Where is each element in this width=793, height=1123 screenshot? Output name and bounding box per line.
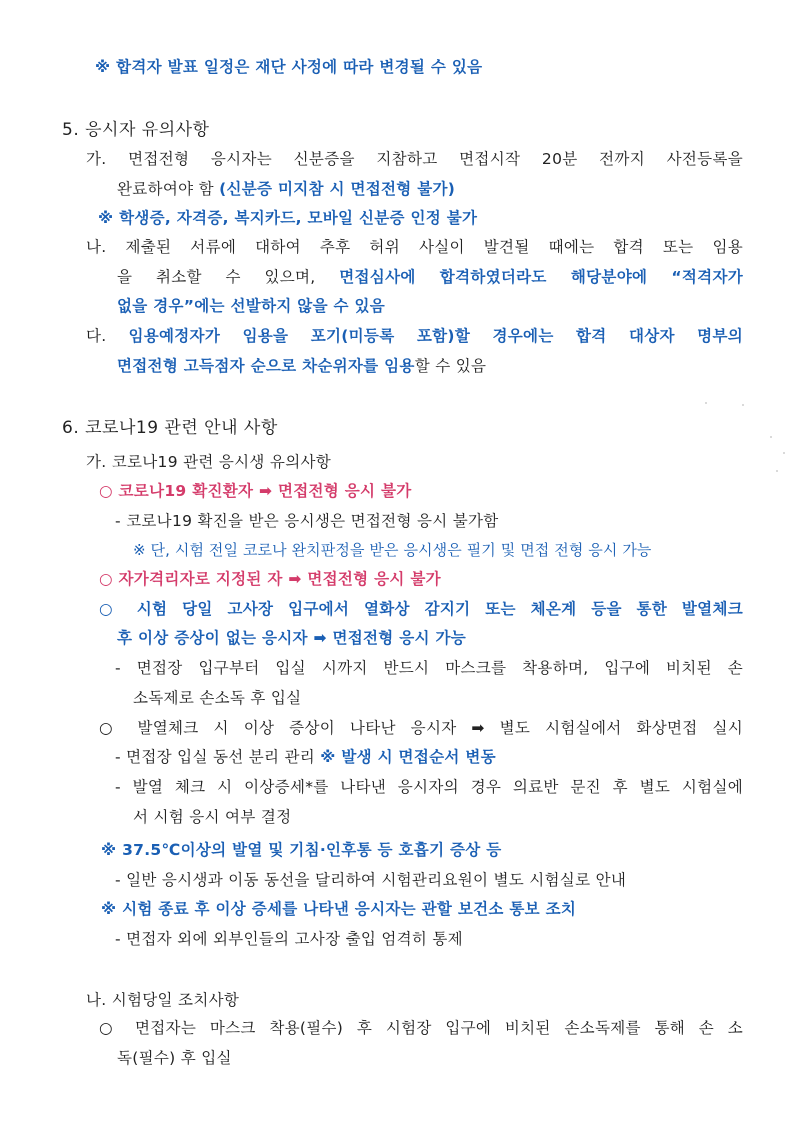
sec6-na-item-line1: ○ 면접자는 마스크 착용(필수) 후 시험장 입구에 비치된 손소독제를 통해 손 소 xyxy=(99,1019,743,1037)
sec5-da-line1 xyxy=(86,326,743,346)
sec6-na-title: 나. 시험당일 조치사항 xyxy=(86,991,240,1009)
scan-speck xyxy=(742,404,744,406)
sec6-symptom-item: ○ 발열체크 시 이상 증상이 나타난 응시자 ➡ 별도 시험실에서 화상면접 실시 xyxy=(99,719,743,737)
sec6-outsider-control: - 면접자 외에 외부인들의 고사장 출입 엄격히 통제 xyxy=(115,930,463,948)
sec5-ga-id-required: (신분증 미지참 시 면접전형 불가) xyxy=(219,180,456,198)
sec6-fever-check-sub-line2: 서 시험 응시 여부 결정 xyxy=(133,808,292,826)
sec5-da-line1-emph: 임용예정자가 임용을 포기(미등록 포함)할 경우에는 합격 대상자 명부의 xyxy=(128,327,744,345)
sec6-symptom-definition: ※ 37.5℃이상의 발열 및 기침·인후통 등 호흡기 증상 등 xyxy=(101,841,502,859)
sec6-entry-route-text: - 면접장 입실 동선 분리 관리 xyxy=(115,748,321,766)
sec6-entry-route xyxy=(115,747,496,767)
sec5-da-prefix: 다. xyxy=(86,327,129,345)
sec5-na-line3: 없을 경우”에는 선발하지 않을 수 있음 xyxy=(117,297,386,315)
sec5-da-line2-emph: 면접전형 고득점자 순으로 차순위자를 임용 xyxy=(117,357,415,375)
sec6-mask-line2: 소독제로 손소독 후 입실 xyxy=(133,689,302,707)
sec6-confirmed-sub: - 코로나19 확진을 받은 응시생은 면접전형 응시 불가함 xyxy=(115,512,499,530)
scan-speck xyxy=(776,470,778,472)
scan-speck xyxy=(705,402,707,404)
scan-speck xyxy=(770,436,772,438)
sec5-na-line2-emph: 면접심사에 합격하였더라도 해당분야에 “적격자가 xyxy=(339,268,743,286)
sec5-da-line2 xyxy=(117,356,486,376)
sec6-ga-title: 가. 코로나19 관련 응시생 유의사항 xyxy=(86,453,332,471)
section-6-heading: 6. 코로나19 관련 안내 사항 xyxy=(62,418,278,438)
sec6-self-isolation: ○ 자가격리자로 지정된 자 ➡ 면접전형 응시 불가 xyxy=(99,570,441,588)
sec5-ga-id-note: ※ 학생증, 자격증, 복지카드, 모바일 신분증 인정 불가 xyxy=(98,209,478,227)
sec5-da-line2-text: 할 수 있음 xyxy=(414,357,487,375)
sec6-fever-check-sub-line1: - 발열 체크 시 이상증세*를 나타낸 응시자의 경우 의료반 문진 후 별도 시험실에 xyxy=(115,778,743,796)
sec6-na-item-line2: 독(필수) 후 입실 xyxy=(117,1049,232,1067)
sec6-fever-check-line1: ○ 시험 당일 고사장 입구에서 열화상 감지기 또는 체온계 등을 통한 발열체크 xyxy=(99,600,743,618)
sec6-mask-line1: - 면접장 입구부터 입실 시까지 반드시 마스크를 착용하며, 입구에 비치된 손 xyxy=(115,659,743,677)
sec5-na-line2-text: 을 취소할 수 있으며, xyxy=(117,268,340,286)
sec5-na-line2 xyxy=(117,267,743,287)
sec6-fever-check-line2: 후 이상 증상이 없는 응시자 ➡ 면접전형 응시 가능 xyxy=(117,629,467,647)
sec5-ga-line1: 가. 면접전형 응시자는 신분증을 지참하고 면접시작 20분 전까지 사전등록을 xyxy=(86,150,743,168)
scan-speck xyxy=(783,452,785,454)
sec5-ga-line2-text: 완료하여야 함 xyxy=(117,180,220,198)
sec6-symptom-guide: - 일반 응시생과 이동 동선을 달리하여 시험관리요원이 별도 시험실로 안내 xyxy=(115,871,627,889)
sec6-order-change-note: ※ 발생 시 면접순서 변동 xyxy=(320,748,496,766)
sec6-confirmed-patient: ○ 코로나19 확진환자 ➡ 면접전형 응시 불가 xyxy=(99,482,412,500)
sec5-na-line1: 나. 제출된 서류에 대하여 추후 허위 사실이 발견될 때에는 합격 또는 임용 xyxy=(86,238,743,256)
sec6-report-note: ※ 시험 종료 후 이상 증세를 나타낸 응시자는 관할 보건소 통보 조치 xyxy=(101,900,577,918)
section-5-heading: 5. 응시자 유의사항 xyxy=(62,120,210,140)
sec6-recovered-note: ※ 단, 시험 전일 코로나 완치판정을 받은 응시생은 필기 및 면접 전형 응시 가능 xyxy=(133,541,652,559)
sec5-ga-line2 xyxy=(117,179,455,199)
schedule-notice: ※ 합격자 발표 일정은 재단 사정에 따라 변경될 수 있음 xyxy=(95,58,483,76)
